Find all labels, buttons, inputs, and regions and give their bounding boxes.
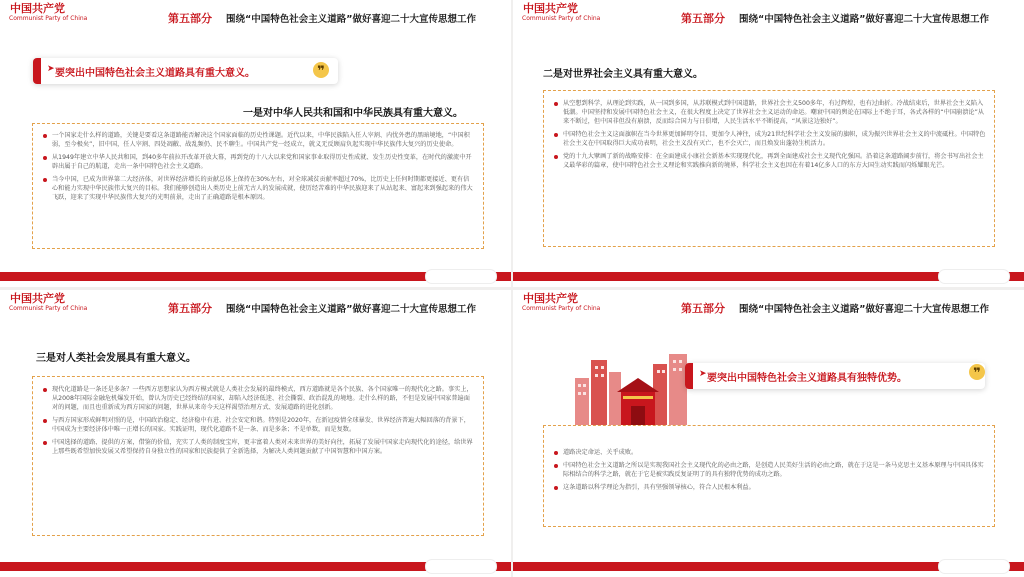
footer-tab	[425, 269, 497, 284]
bullet-item: 从空想到科学，从理论到实践，从一国到多国，从苏联模式到中国道路，世界社会主义500多年，有过辉煌，也有过曲折。冷战结束后，世界社会主义陷入低潮。中国坚持和发展中国特色社会主义，在很大程度上决定了世界社会主义运动的命运。嘲衰中国的舆论在国际上不绝于耳，各式各样的“中国崩溃论”从来不断过，但中国非但没有崩溃，反而综合国力与日俱增，人民生活水平不断提高，“风景这边独好”。	[552, 99, 986, 126]
quote-icon: ❞	[969, 364, 985, 380]
section-heading: 二是对世界社会主义具有重大意义。	[543, 69, 703, 80]
logo-cn: 中国共产党	[10, 2, 65, 15]
theme-title: 围绕“中国特色社会主义道路”做好喜迎二十大宣传思想工作	[226, 14, 476, 25]
bullet-item: 现代化道路是一条还是多条？一些西方思想家认为西方模式就是人类社会发展的最终模式，西方道路就是各个民族、各个国家唯一的现代化之路。事实上，从2008年国际金融危机爆发开始，曾认为历史已经终结的国家，却陷入经济低迷、社会撕裂、政治混乱的境地。走什么样的路，不但是发展中国家普遍面对的问题，而且也重新成为西方国家的问题，世界从来奇今天这样渴望治理方式、发展道路的进化创新。	[41, 385, 475, 412]
slide-2[interactable]	[513, 0, 1024, 287]
footer-tab	[425, 559, 497, 574]
logo-cn: 中国共产党	[523, 292, 578, 305]
arrow-icon: ➤	[699, 369, 707, 379]
slide-3[interactable]	[0, 290, 511, 577]
logo-en: Communist Party of China	[9, 15, 88, 22]
pill-accent	[33, 58, 41, 84]
bullet-item: 中国选择的道路、提供的方案，借鉴的价值，充实了人类的制度宝库，更丰富着人类对未来世界的美好向往，拓展了发展中国家走向现代化的途径，给世界上那些既希望加快发展又希望保持自身独立性的国家和民族提供了全新选择，为解决人类问题贡献了中国智慧和中国方案。	[41, 438, 475, 456]
content-box	[32, 123, 484, 249]
slide-4[interactable]	[513, 290, 1024, 577]
footer-tab	[938, 269, 1010, 284]
logo-cn: 中国共产党	[523, 2, 578, 15]
content-box	[543, 90, 995, 247]
pill-text: 要突出中国特色社会主义道路具有重大意义。	[55, 68, 255, 79]
section-heading: 一是对中华人民共和国和中华民族具有重大意义。	[243, 108, 463, 119]
content-box	[543, 425, 995, 527]
pill-title	[685, 363, 985, 389]
bullet-item: 一个国家走什么样的道路，关键是要看这条道路能否解决这个国家面临的历史性课题。近代以来，中华民族陷入任人宰割、内忧外患的黑暗境地，“中国积弱，至今极矣”，旧中国，任人宰割、四处凋敝、战乱频仍、民不聊生。中国共产党一经成立，就义无反顾肩负起实现中华民族伟大复兴的历史使命。	[41, 131, 475, 149]
pill-accent	[685, 363, 693, 389]
logo-en: Communist Party of China	[522, 305, 601, 312]
pill-text: 要突出中国特色社会主义道路具有独特优势。	[707, 373, 907, 384]
theme-title: 围绕“中国特色社会主义道路”做好喜迎二十大宣传思想工作	[739, 14, 989, 25]
part-label: 第五部分	[168, 12, 212, 25]
logo-en: Communist Party of China	[522, 15, 601, 22]
city-skyline-illustration	[573, 350, 693, 430]
arrow-icon: ➤	[47, 64, 55, 74]
slide-header	[513, 0, 1024, 30]
theme-title: 围绕“中国特色社会主义道路”做好喜迎二十大宣传思想工作	[226, 304, 476, 315]
content-box	[32, 376, 484, 536]
bullet-item: 这条道路以科学理论为指引，具有坚强领导核心，符合人民根本利益。	[552, 483, 986, 492]
bullet-item: 当今中国，已成为世界第二大经济体，对世界经济增长的贡献总体上保持在30%左右，对全球减贫贡献率超过70%，比历史上任何时期都更接近、更有信心和能力实现中华民族伟大复兴的目标。我们能够创造出人类历史上前无古人的发展成就，使历经苦难的中华民族迎来了从站起来、富起来到强起来的伟大飞跃，迎来了实现中华民族伟大复兴的光明前景，走出了正确道路是根本原因。	[41, 175, 475, 202]
bullet-item: 党的十九大擘画了新的战略安排：在全面建成小康社会新基本实现现代化，再到全面建成社会主义现代化强国。沿着这条道路阔步前行，将会书写出社会主义最华彩的篇章，使中国特色社会主义理论和实践推向新的境界，科学社会主义也因在有着14亿多人口的东方大国生动实践而闪烁耀眼光芒。	[552, 152, 986, 170]
quote-icon: ❞	[313, 62, 329, 78]
slide-header	[513, 290, 1024, 320]
theme-title: 围绕“中国特色社会主义道路”做好喜迎二十大宣传思想工作	[739, 304, 989, 315]
bullet-item: 与西方国家形成鲜明对照的是，中国政治稳定、经济稳中有进、社会安定和谐。特别是2020年，在新冠疫情全球暴发、世界经济普遍大幅回落的背景下，中国成为主要经济体中唯一正增长的国家。实践证明，现代化道路不是一条、而是多条；不是单数，而是复数。	[41, 416, 475, 434]
footer-tab	[938, 559, 1010, 574]
pill-title	[33, 58, 338, 84]
slide-1[interactable]	[0, 0, 511, 287]
slide-header	[0, 0, 511, 30]
logo-en: Communist Party of China	[9, 305, 88, 312]
slide-header	[0, 290, 511, 320]
bullet-item: 从1949年建立中华人民共和国，到40多年前拉开改革开放大幕，再到党的十八大以来党和国家事业取得历史性成就、发生历史性变革，在时代的激流中开辟出属于自己的航道，走出一条中国特色社会主义道路。	[41, 153, 475, 171]
logo-cn: 中国共产党	[10, 292, 65, 305]
bullet-item: 中国特色社会主义这面旗帜在当今世界更加鲜明夺目、更加令人神往，成为21世纪科学社会主义发展的旗帜，成为振兴世界社会主义的中流砥柱。中国特色社会主义在中国取得巨大成功表明，社会主义没有灭亡，也不会灭亡，而且焕发出蓬勃生机活力。	[552, 130, 986, 148]
part-label: 第五部分	[681, 12, 725, 25]
part-label: 第五部分	[168, 302, 212, 315]
bullet-item: 中国特色社会主义道路之所以是实现我国社会主义现代化的必由之路，是创造人民美好生活的必由之路，就在于这是一条马克思主义基本原理与中国具体实际相结合的科学之路，就在于它是被实践反复证明了的具有独特优势的成功之路。	[552, 461, 986, 479]
bullet-item: 道路决定命运、关乎成败。	[552, 448, 986, 457]
part-label: 第五部分	[681, 302, 725, 315]
section-heading: 三是对人类社会发展具有重大意义。	[36, 353, 196, 364]
